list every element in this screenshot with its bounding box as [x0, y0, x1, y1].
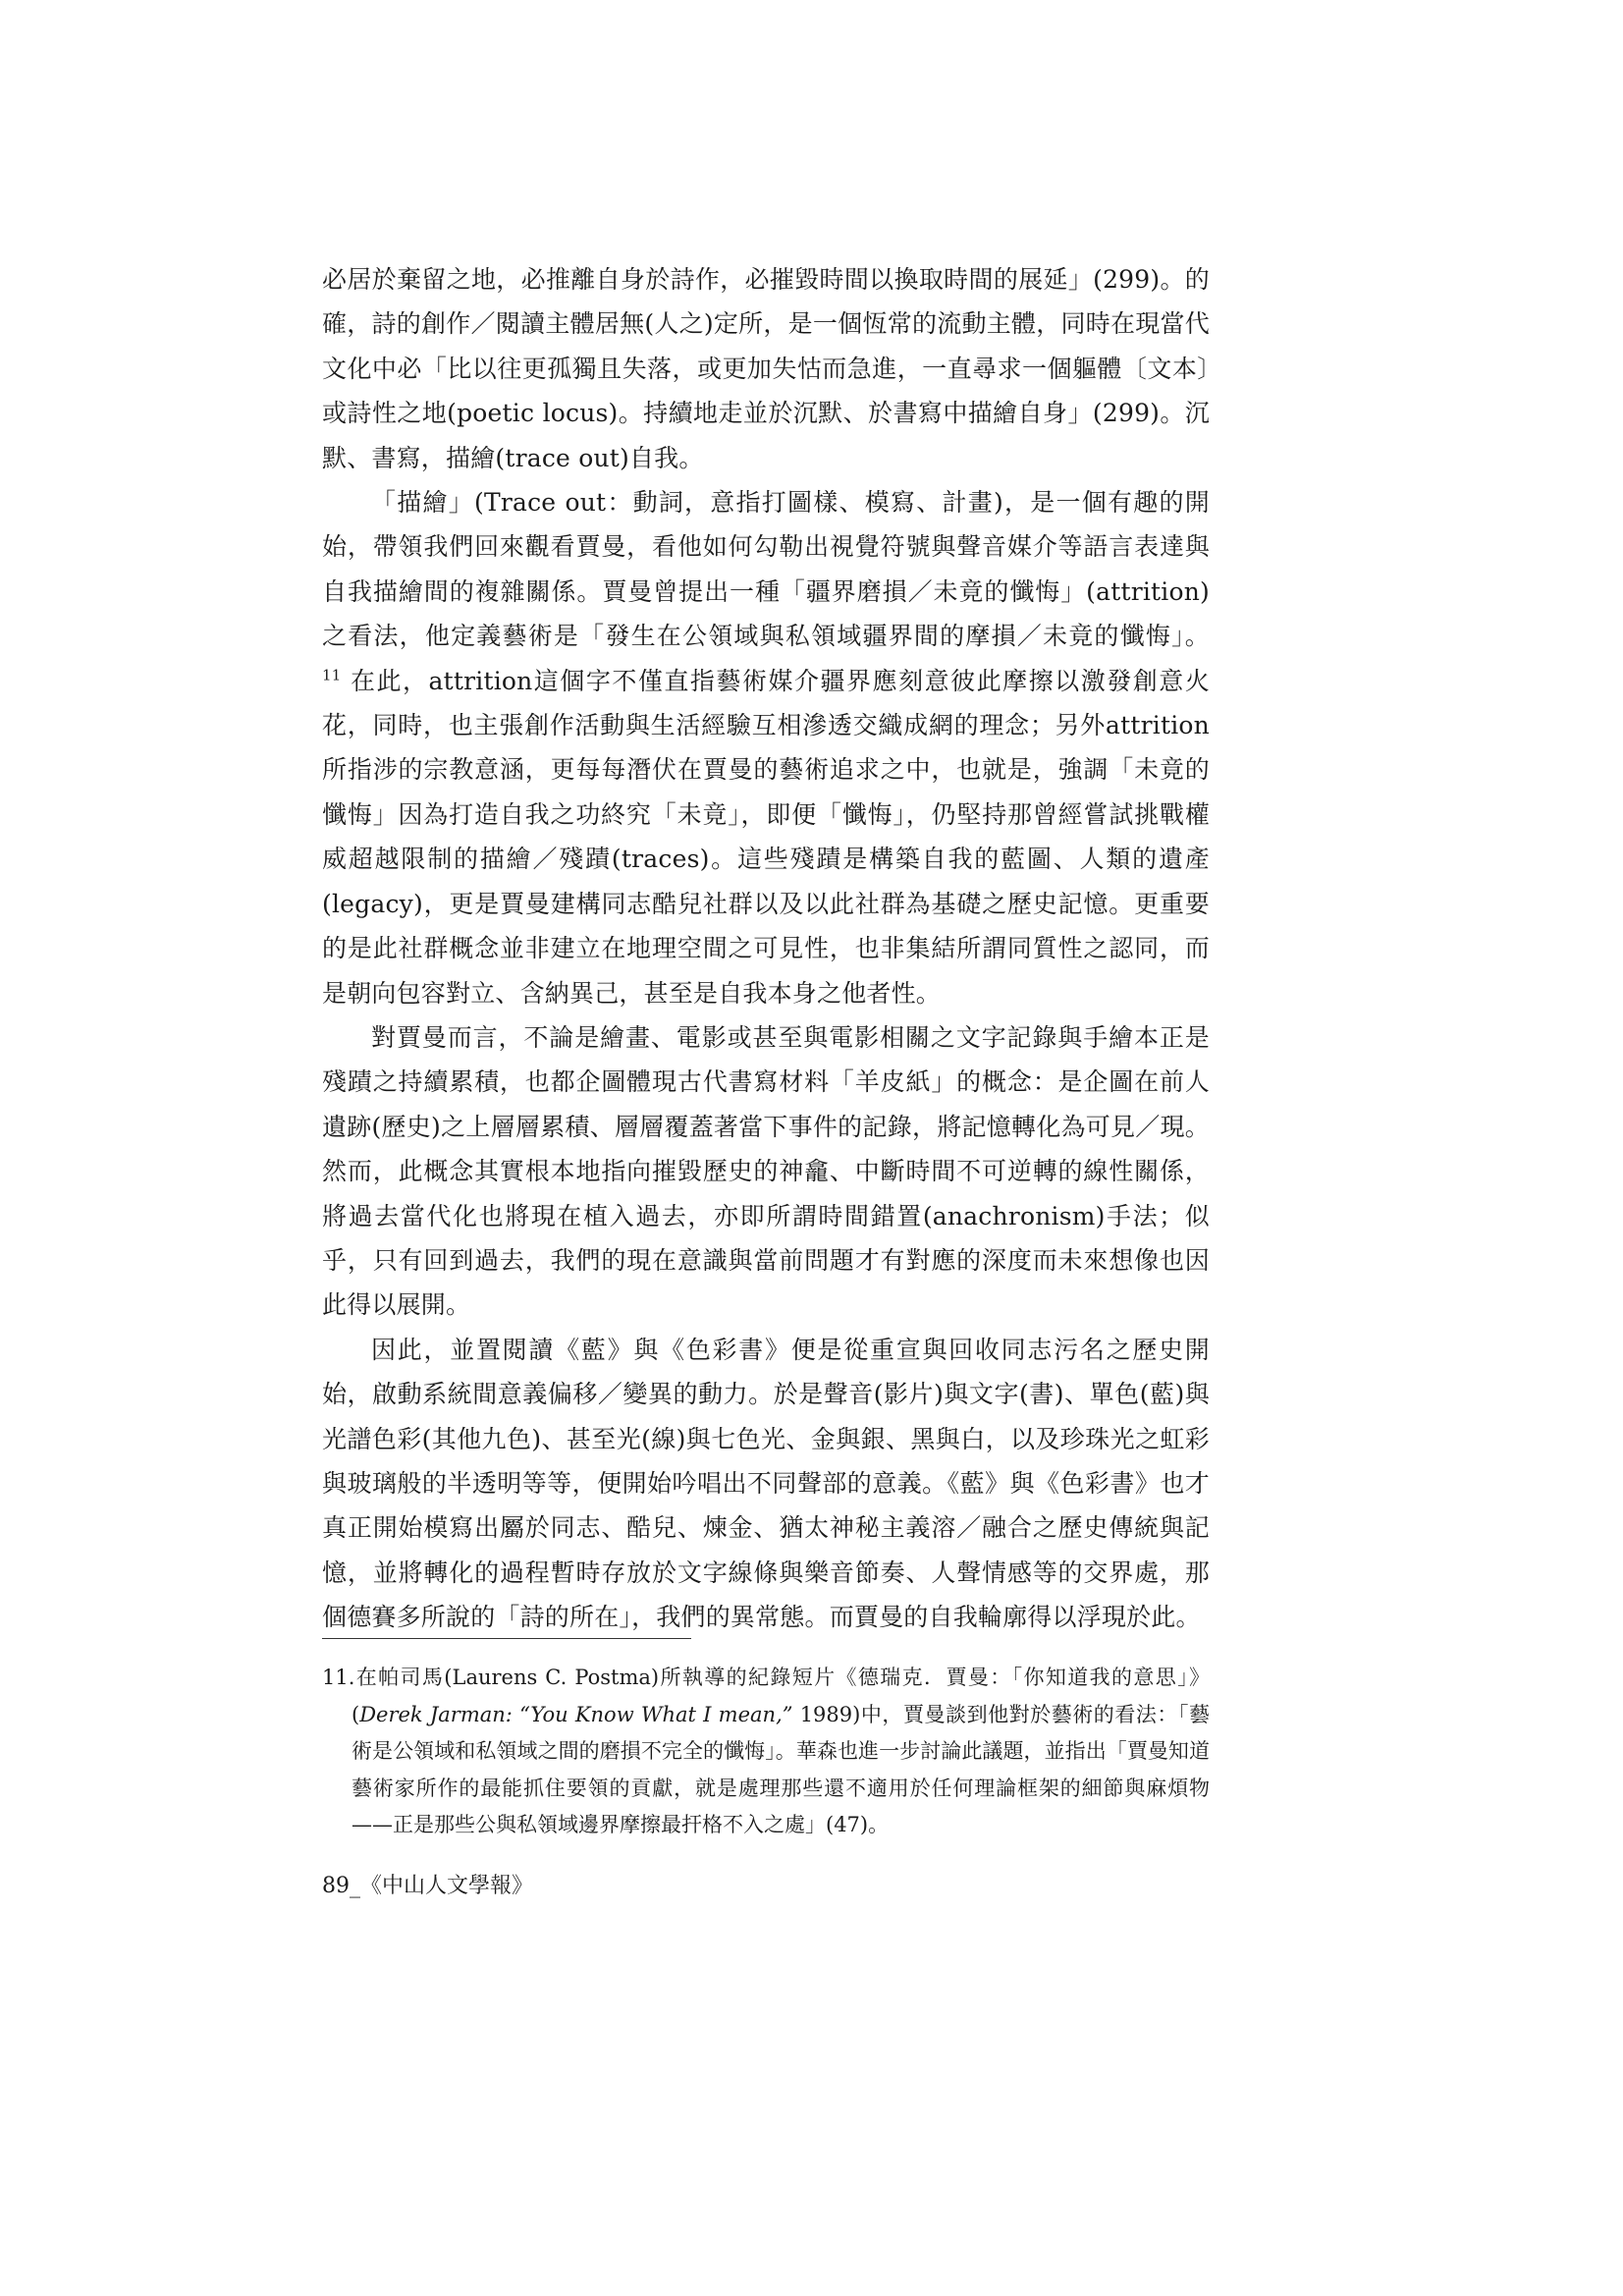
footnote-divider — [322, 1638, 691, 1639]
paragraph-4: 因此，並置閱讀《藍》與《色彩書》便是從重宣與回收同志污名之歷史開始，啟動系統間意義偏移／變異的動力。於是聲音(影片)與文字(書)、單色(藍)與光譜色彩(其他九色)、甚至光(線)與七色光、金與銀、黑與白，以及珍珠光之虹彩與玻璃般的半透明等等，便開始吟唱出不同聲部的意義。《藍》與《色彩書》也才真正開始模寫出屬於同志、酷兒、煉金、猶太神秘主義溶／融合之歷史傳統與記憶，並將轉化的過程暫時存放於文字線條與樂音節奏、人聲情感等的交界處，那個德賽多所說的「詩的所在」，我們的異常態。而賈曼的自我輪廓得以浮現於此。 — [322, 1335, 1210, 1632]
footnote-number: 11. — [322, 1666, 355, 1689]
paragraph-1: 必居於棄留之地，必推離自身於詩作，必摧毀時間以換取時間的展延」(299)。的確，詩的創作／閱讀主體居無(人之)定所，是一個恆常的流動主體，同時在現當代文化中必「比以往更孤獨且失落，或更加失怙而急進，一直尋求一個軀體〔文本〕或詩性之地(poetic locus)。持續地走並於沉默、於書寫中描繪自身」(299)。沉默、書寫，描繪(trace out)自我。 — [322, 265, 1210, 472]
footnote-film-title: Derek Jarman: “You Know What I mean,” — [359, 1702, 793, 1726]
paragraph-3: 對賈曼而言，不論是繪畫、電影或甚至與電影相關之文字記錄與手繪本正是殘蹟之持續累積，也都企圖體現古代書寫材料「羊皮紙」的概念：是企圖在前人遺跡(歷史)之上層層累積、層層覆蓋著當下事件的記錄，將記憶轉化為可見／現。然而，此概念其實根本地指向摧毀歷史的神龕、中斷時間不可逆轉的線性關係，將過去當代化也將現在植入過去，亦即所謂時間錯置(anachronism)手法；似乎，只有回到過去，我們的現在意識與當前問題才有對應的深度而未來想像也因此得以展開。 — [322, 1022, 1210, 1320]
footnote-11 — [322, 1660, 1210, 1844]
paragraph-2 — [322, 480, 1210, 1015]
page-folio: 89_《中山人文學報》 — [322, 1874, 533, 1898]
paragraph-2-part-b: 在此，attrition這個字不僅直指藝術媒介疆界應刻意彼此摩擦以激發創意火花，同時，也主張創作活動與生活經驗互相滲透交織成網的理念；另外attrition所指涉的宗教意涵，更每每潛伏在賈曼的藝術追求之中，也就是，強調「未竟的懺悔」因為打造自我之功終究「未竟」，即便「懺悔」，仍堅持那曾經嘗試挑戰權威超越限制的描繪／殘蹟(traces)。這些殘蹟是構築自我的藍圖、人類的遺產(legacy)，更是賈曼建構同志酷兒社群以及以此社群為基礎之歷史記憶。更重要的是此社群概念並非建立在地理空間之可見性，也非集結所謂同質性之認同，而是朝向包容對立、含納異己，甚至是自我本身之他者性。 — [322, 666, 1210, 1008]
footnote-text-a: 在帕司馬(Laurens C. Postma)所執導的紀錄短片《德瑞克．賈曼：「你知道我的意思」》( — [352, 1666, 1210, 1726]
footnote-reference-11[interactable]: 11 — [322, 666, 342, 684]
footnotes — [322, 1660, 1210, 1844]
main-text — [322, 257, 1210, 1640]
paragraph-2-part-a: 「描繪」(Trace out：動詞，意指打圖樣、模寫、計畫)，是一個有趣的開始，帶領我們回來觀看賈曼，看他如何勾勒出視覺符號與聲音媒介等語言表達與自我描繪間的複雜關係。賈曼曾提出一種「疆界磨損／未竟的懺悔」(attrition)之看法，他定義藝術是「發生在公領域與私領域疆界間的摩損／未竟的懺悔」。 — [322, 488, 1210, 651]
footnote-text-b: 1989)中，賈曼談到他對於藝術的看法：「藝術是公領域和私領域之間的磨損不完全的懺悔」。華森也進一步討論此議題，並指出「賈曼知道藝術家所作的最能抓住要領的貢獻，就是處理那些還不適用於任何理論框架的細節與麻煩物——正是那些公與私領域邊界摩擦最扞格不入之處」(47)。 — [352, 1702, 1210, 1836]
